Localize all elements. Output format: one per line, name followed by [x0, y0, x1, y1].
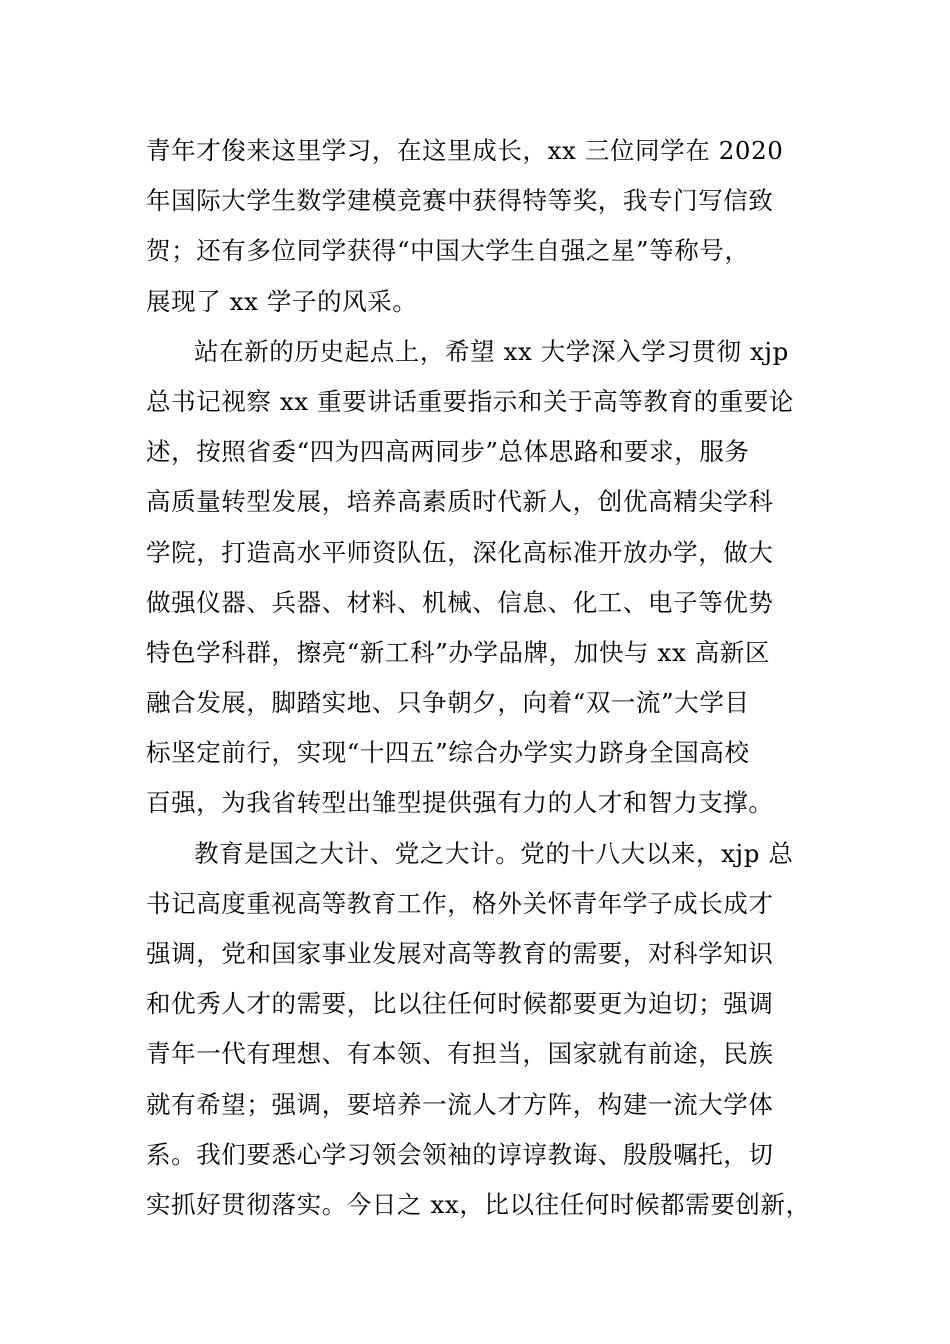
- text-line: 就有希望；强调，要培养一流人才方阵，构建一流大学体: [146, 1089, 774, 1119]
- text-line: 系。我们要悉心学习领会领袖的谆谆教诲、殷殷嘱托，切: [146, 1139, 774, 1169]
- text-line: 年国际大学生数学建模竞赛中获得特等奖，我专门写信致: [146, 186, 774, 216]
- text-line: 强调，党和国家事业发展对高等教育的需要，对科学知识: [146, 939, 774, 968]
- text-line: 展现了 xx 学子的风采。: [146, 286, 418, 316]
- text-line: 青年才俊来这里学习，在这里成长，xx 三位同学在 2020: [146, 136, 784, 165]
- text-line: 教育是国之大计、党之大计。党的十八大以来，xjp 总: [194, 838, 794, 868]
- text-line: 学院，打造高水平师资队伍，深化高标准开放办学，做大: [146, 537, 774, 567]
- text-line: 青年一代有理想、有本领、有担当，国家就有前途，民族: [146, 1039, 774, 1069]
- text-line: 书记高度重视高等教育工作，格外关怀青年学子成长成才: [146, 888, 774, 918]
- text-line: 特色学科群，擦亮“新工科”办学品牌，加快与 xx 高新区: [146, 637, 771, 667]
- text-line: 实抓好贯彻落实。今日之 xx，比以往任何时候都需要创新，: [146, 1189, 811, 1219]
- text-line: 贺；还有多位同学获得“中国大学生自强之星”等称号，: [146, 236, 750, 266]
- text-line: 高质量转型发展，培养高素质时代新人，创优高精尖学科: [146, 487, 774, 517]
- text-line: 做强仪器、兵器、材料、机械、信息、化工、电子等优势: [146, 587, 774, 617]
- paragraph-2: [146, 327, 808, 829]
- text-line: 标坚定前行，实现“十四五”综合办学实力跻身全国高校: [146, 738, 750, 768]
- text-line: 融合发展，脚踏实地、只争朝夕，向着“双一流”大学目: [146, 688, 750, 718]
- body-text: [146, 126, 811, 1230]
- text-line: 百强，为我省转型出雏型提供强有力的人才和智力支撑。: [146, 788, 774, 818]
- text-line: 总书记视察 xx 重要讲话重要指示和关于高等教育的重要论: [146, 386, 795, 416]
- text-line: 和优秀人才的需要，比以往任何时候都要更为迫切；强调: [146, 989, 774, 1019]
- paragraph-3: [146, 829, 811, 1231]
- paragraph-1: [146, 126, 808, 327]
- text-line: 站在新的历史起点上，希望 xx 大学深入学习贯彻 xjp: [194, 336, 789, 366]
- text-line: 述，按照省委“四为四高两同步”总体思路和要求，服务: [146, 437, 750, 467]
